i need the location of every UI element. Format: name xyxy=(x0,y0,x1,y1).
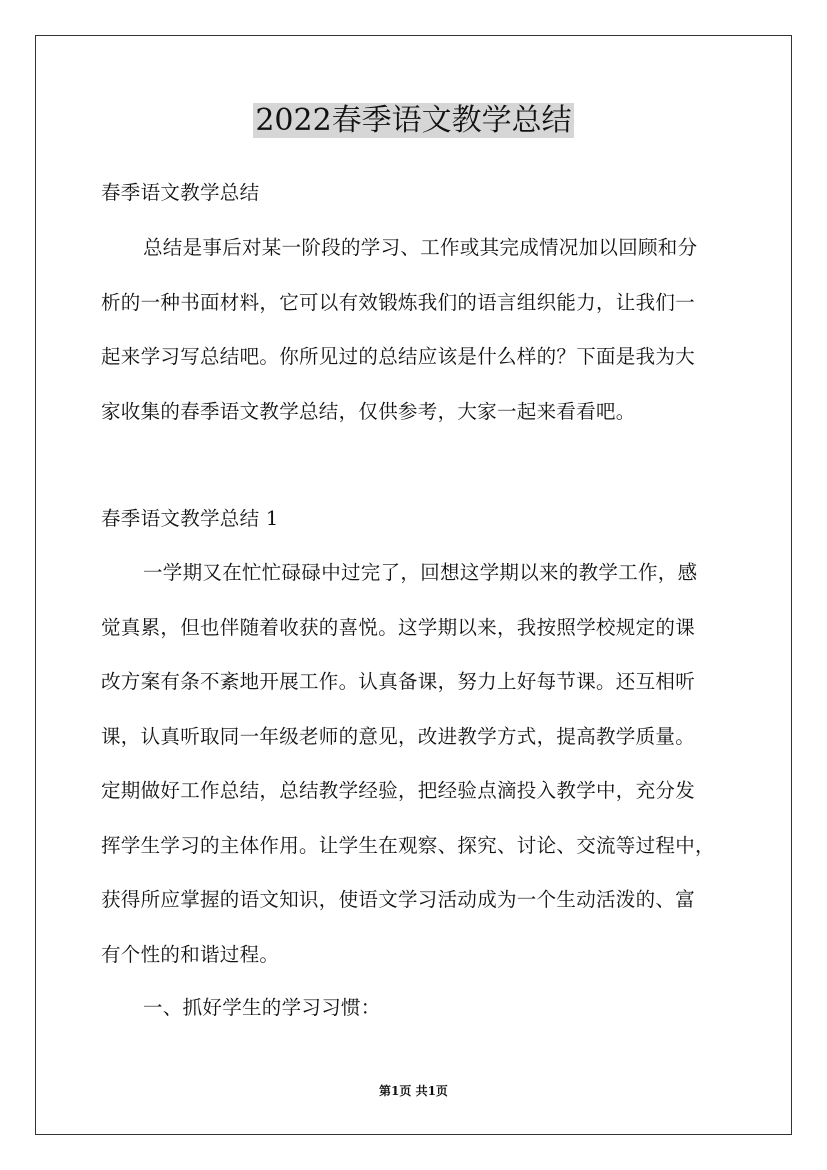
paragraph-line: 获得所应掌握的语文知识，使语文学习活动成为一个生动活泼的、富 xyxy=(101,888,696,911)
section1-paragraph xyxy=(101,546,741,982)
paragraph-line: 一学期又在忙忙碌碌中过完了，回想这学期以来的教学工作，感 xyxy=(143,561,698,584)
intro-paragraph xyxy=(101,221,741,439)
paragraph-line: 总结是事后对某一阶段的学习、工作或其完成情况加以回顾和分 xyxy=(143,236,698,259)
paragraph-line: 改方案有条不紊地开展工作。认真备课，努力上好每节课。还互相听 xyxy=(101,670,696,693)
paragraph-line: 觉真累，但也伴随着收获的喜悦。这学期以来，我按照学校规定的课 xyxy=(101,615,696,639)
document-title-text: 2022春季语文教学总结 xyxy=(255,103,572,138)
page-number: 第1页 共1页 xyxy=(379,1084,448,1098)
paragraph-line: 起来学习写总结吧。你所见过的总结应该是什么样的？下面是我为大 xyxy=(101,345,696,368)
list-item: 一、抓好学生的学习习惯： xyxy=(143,996,381,1019)
paragraph-line: 课，认真听取同一年级老师的意见，改进教学方式，提高教学质量。 xyxy=(101,724,696,748)
page-footer xyxy=(0,1083,827,1099)
document-title xyxy=(0,100,827,142)
paragraph-line: 挥学生学习的主体作用。让学生在观察、探究、讨论、交流等过程中， xyxy=(101,833,715,857)
document-subtitle: 春季语文教学总结 xyxy=(101,181,260,204)
section-heading: 春季语文教学总结 1 xyxy=(101,507,279,530)
paragraph-line: 家收集的春季语文教学总结，仅供参考，大家一起来看看吧。 xyxy=(101,399,636,423)
paragraph-line: 析的一种书面材料，它可以有效锻炼我们的语言组织能力，让我们一 xyxy=(101,290,696,314)
paragraph-line: 有个性的和谐过程。 xyxy=(101,942,280,966)
paragraph-line: 定期做好工作总结，总结教学经验，把经验点滴投入教学中，充分发 xyxy=(101,779,696,802)
